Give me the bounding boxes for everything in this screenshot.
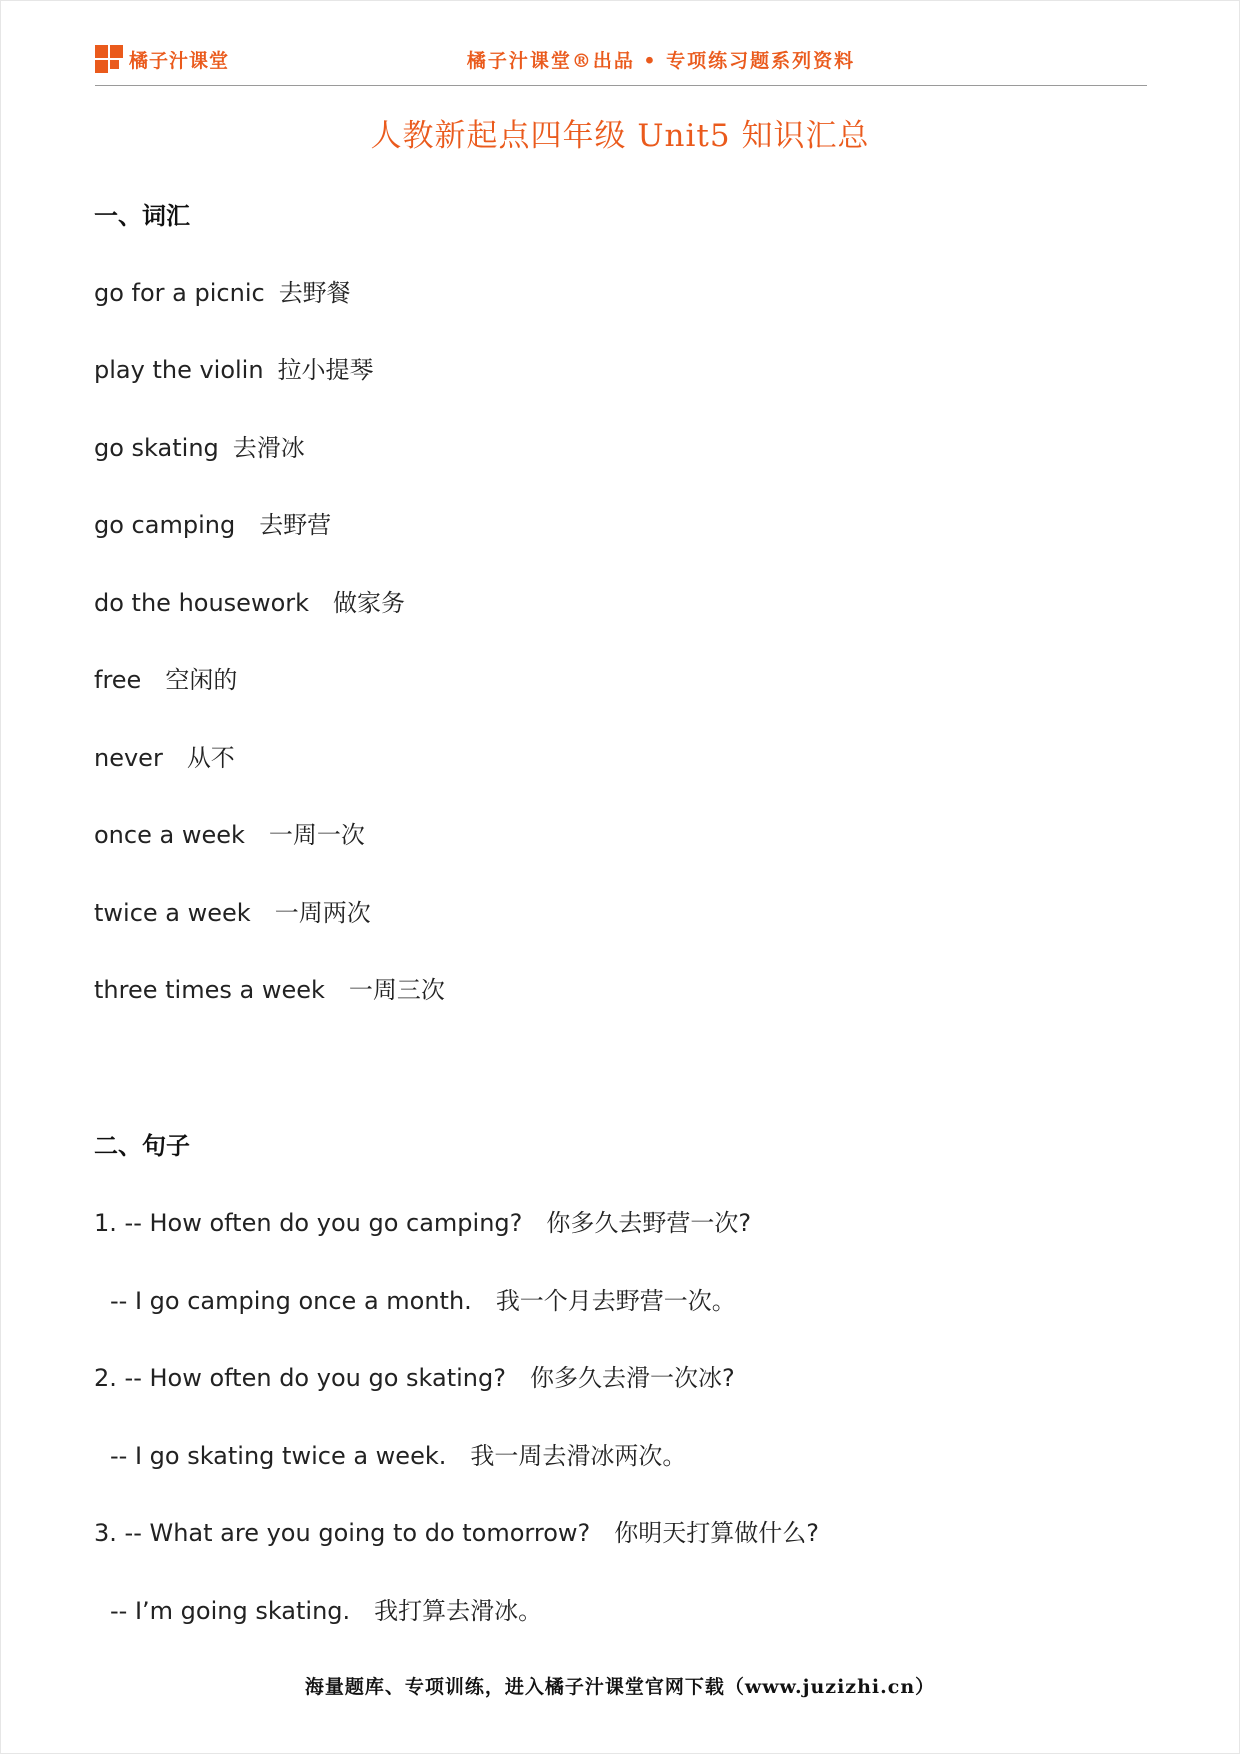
sentence-line bbox=[94, 1513, 819, 1548]
vocab-cn: 一周三次 bbox=[348, 976, 445, 1004]
brand-name: 橘子汁课堂 bbox=[129, 49, 230, 72]
vocab-item bbox=[94, 660, 237, 695]
vocab-cn: 去野餐 bbox=[278, 279, 351, 307]
vocab-item bbox=[94, 428, 305, 463]
header-divider bbox=[95, 85, 1147, 86]
sentence-en: -- I go skating twice a week. bbox=[110, 1442, 447, 1470]
sentence-line bbox=[110, 1281, 736, 1316]
vocab-item bbox=[94, 583, 405, 618]
vocab-cn: 做家务 bbox=[333, 589, 406, 617]
vocab-item bbox=[94, 350, 374, 385]
sentence-line bbox=[94, 1358, 735, 1393]
sentence-line bbox=[94, 1203, 751, 1238]
sentence-en: -- I go camping once a month. bbox=[110, 1287, 472, 1315]
vocab-item bbox=[94, 970, 445, 1005]
vocab-item bbox=[94, 815, 365, 850]
sentence-line bbox=[110, 1436, 686, 1471]
vocab-item bbox=[94, 273, 351, 308]
vocab-en: go for a picnic bbox=[94, 279, 265, 307]
sentence-line bbox=[110, 1591, 542, 1626]
vocab-cn: 一周两次 bbox=[274, 899, 371, 927]
vocab-cn: 去野营 bbox=[259, 511, 332, 539]
vocab-en: do the housework bbox=[94, 589, 310, 617]
vocab-en: never bbox=[94, 744, 163, 772]
vocab-item bbox=[94, 738, 235, 773]
vocab-en: once a week bbox=[94, 821, 245, 849]
sentence-cn: 我打算去滑冰。 bbox=[374, 1597, 543, 1625]
vocab-item bbox=[94, 893, 371, 928]
vocab-en: twice a week bbox=[94, 899, 251, 927]
sentence-cn: 你多久去滑一次冰? bbox=[529, 1364, 735, 1392]
vocab-en: go camping bbox=[94, 511, 236, 539]
vocab-en: free bbox=[94, 666, 142, 694]
sentence-cn: 我一个月去野营一次。 bbox=[495, 1287, 736, 1315]
vocab-item bbox=[94, 505, 331, 540]
vocab-cn: 拉小提琴 bbox=[277, 356, 374, 384]
vocab-en: three times a week bbox=[94, 976, 325, 1004]
vocab-en: play the violin bbox=[94, 356, 264, 384]
header-title: 橘子汁课堂®出品 • 专项练习题系列资料 bbox=[466, 50, 856, 72]
page-header bbox=[95, 42, 1147, 86]
sentence-cn: 你明天打算做什么? bbox=[614, 1519, 820, 1547]
vocab-cn: 一周一次 bbox=[268, 821, 365, 849]
section-heading-vocabulary: 一、词汇 bbox=[94, 202, 190, 230]
page-footer: 海量题库、专项训练，进入橘子汁课堂官网下载（www.juzizhi.cn） bbox=[304, 1676, 936, 1698]
document-title: 人教新起点四年级 Unit5 知识汇总 bbox=[370, 118, 870, 154]
sentence-cn: 你多久去野营一次? bbox=[546, 1209, 752, 1237]
sentence-en: 1. -- How often do you go camping? bbox=[94, 1209, 523, 1237]
vocab-cn: 从不 bbox=[186, 744, 235, 772]
sentence-en: 3. -- What are you going to do tomorrow? bbox=[94, 1519, 591, 1547]
section-heading-sentences: 二、句子 bbox=[94, 1132, 190, 1160]
sentence-en: 2. -- How often do you go skating? bbox=[94, 1364, 506, 1392]
sentence-en: -- I’m going skating. bbox=[110, 1597, 351, 1625]
sentence-cn: 我一周去滑冰两次。 bbox=[470, 1442, 687, 1470]
vocab-en: go skating bbox=[94, 434, 219, 462]
vocab-cn: 去滑冰 bbox=[232, 434, 305, 462]
vocab-cn: 空闲的 bbox=[165, 666, 238, 694]
